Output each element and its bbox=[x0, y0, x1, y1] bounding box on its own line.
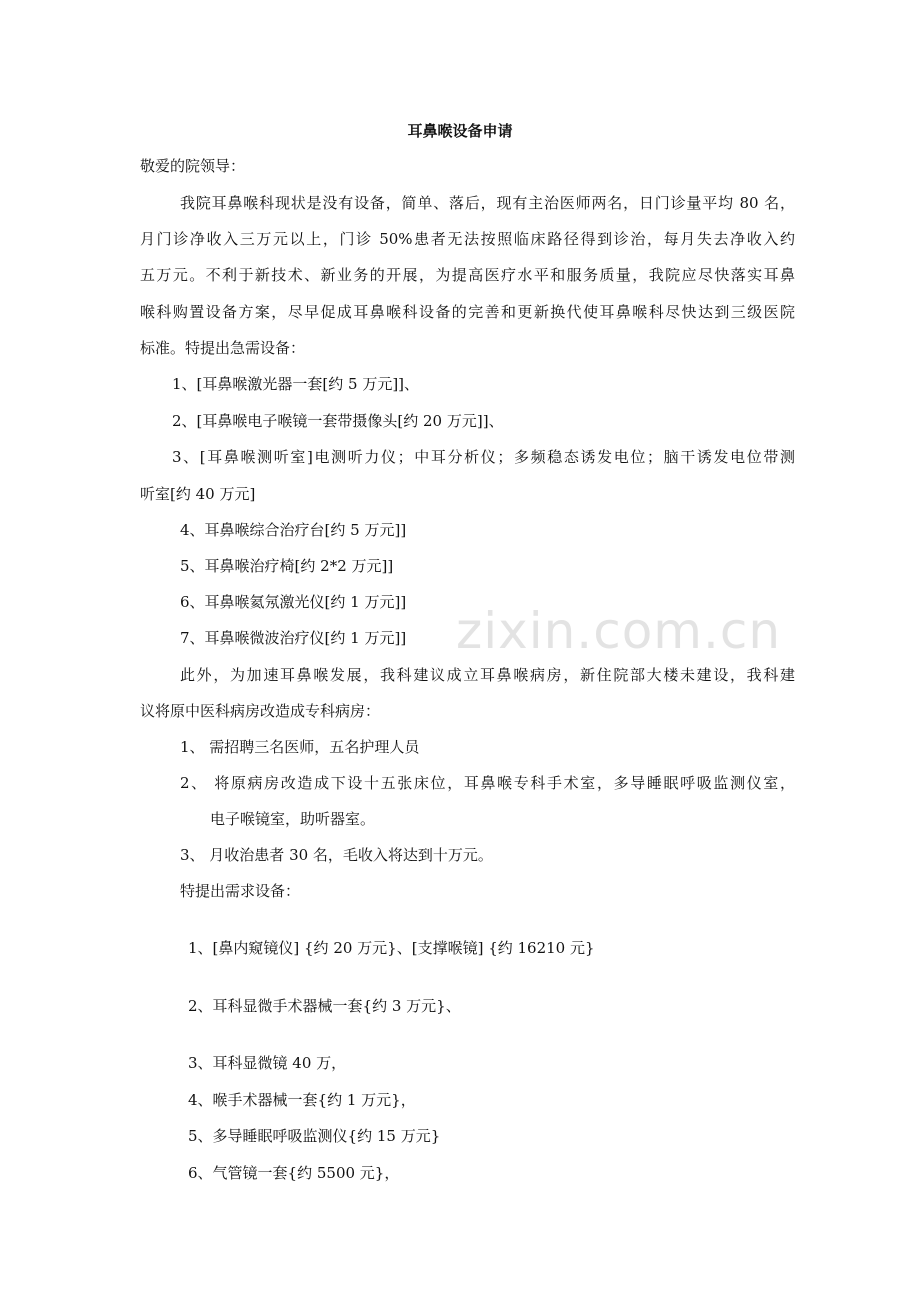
ward-item-continued: 电子喉镜室，助听器室。 bbox=[210, 810, 376, 828]
urgent-item: 1、[耳鼻喉激光器一套[约 5 万元]]、 bbox=[172, 375, 420, 393]
needs-item: 3、耳科显微镜 40 万， bbox=[188, 1054, 347, 1072]
intro-line: 喉科购置设备方案，尽早促成耳鼻喉科设备的完善和更新换代使耳鼻喉科尽快达到三级医院 bbox=[140, 303, 795, 321]
urgent-item: 4、耳鼻喉综合治疗台[约 5 万元]] bbox=[180, 521, 407, 539]
intro-line: 月门诊净收入三万元以上，门诊 50%患者无法按照临床路径得到诊治，每月失去净收入约 bbox=[140, 230, 795, 248]
needs-item: 6、气管镜一套{约 5500 元}， bbox=[188, 1164, 400, 1182]
urgent-item: 6、耳鼻喉氦氖激光仪[约 1 万元]] bbox=[180, 593, 407, 611]
needs-item: 1、[鼻内窥镜仪] {约 20 万元}、[支撑喉镜] {约 16210 元} bbox=[188, 939, 595, 957]
needs-item: 2、耳科显微手术器械一套{约 3 万元}、 bbox=[188, 997, 461, 1015]
ward-item: 1、 需招聘三名医师，五名护理人员 bbox=[180, 738, 420, 756]
needs-item: 4、喉手术器械一套{约 1 万元}， bbox=[188, 1091, 416, 1109]
urgent-item: 5、耳鼻喉治疗椅[约 2*2 万元]] bbox=[180, 557, 394, 575]
urgent-item: 2、[耳鼻喉电子喉镜一套带摄像头[约 20 万元]]、 bbox=[172, 412, 504, 430]
urgent-item: 7、耳鼻喉微波治疗仪[约 1 万元]] bbox=[180, 629, 407, 647]
document-title: 耳鼻喉设备申请 bbox=[407, 122, 513, 140]
needs-heading: 特提出需求设备： bbox=[180, 882, 301, 900]
intro-line: 标准。特提出急需设备： bbox=[140, 339, 306, 357]
urgent-item-continued: 听室[约 40 万元] bbox=[140, 485, 256, 503]
urgent-item: 3、[耳鼻喉测听室]电测听力仪；中耳分析仪；多频稳态诱发电位；脑干诱发电位带测 bbox=[172, 448, 795, 466]
intro-line: 五万元。不利于新技术、新业务的开展，为提高医疗水平和服务质量，我院应尽快落实耳鼻 bbox=[140, 266, 795, 284]
salutation: 敬爱的院领导： bbox=[140, 157, 246, 175]
intro-line: 我院耳鼻喉科现状是没有设备，简单、落后，现有主治医师两名，日门诊量平均 80 名， bbox=[180, 194, 795, 212]
needs-item: 5、多导睡眠呼吸监测仪{约 15 万元} bbox=[188, 1127, 441, 1145]
ward-item: 3、 月收治患者 30 名，毛收入将达到十万元。 bbox=[180, 846, 493, 864]
watermark: zixin.com.cn bbox=[456, 602, 782, 660]
ward-item: 2、 将原病房改造成下设十五张床位，耳鼻喉专科手术室，多导睡眠呼吸监测仪室， bbox=[180, 774, 795, 792]
ward-proposal-line: 此外，为加速耳鼻喉发展，我科建议成立耳鼻喉病房，新住院部大楼未建设，我科建 bbox=[180, 666, 795, 684]
ward-proposal-line: 议将原中医科病房改造成专科病房： bbox=[140, 702, 381, 720]
